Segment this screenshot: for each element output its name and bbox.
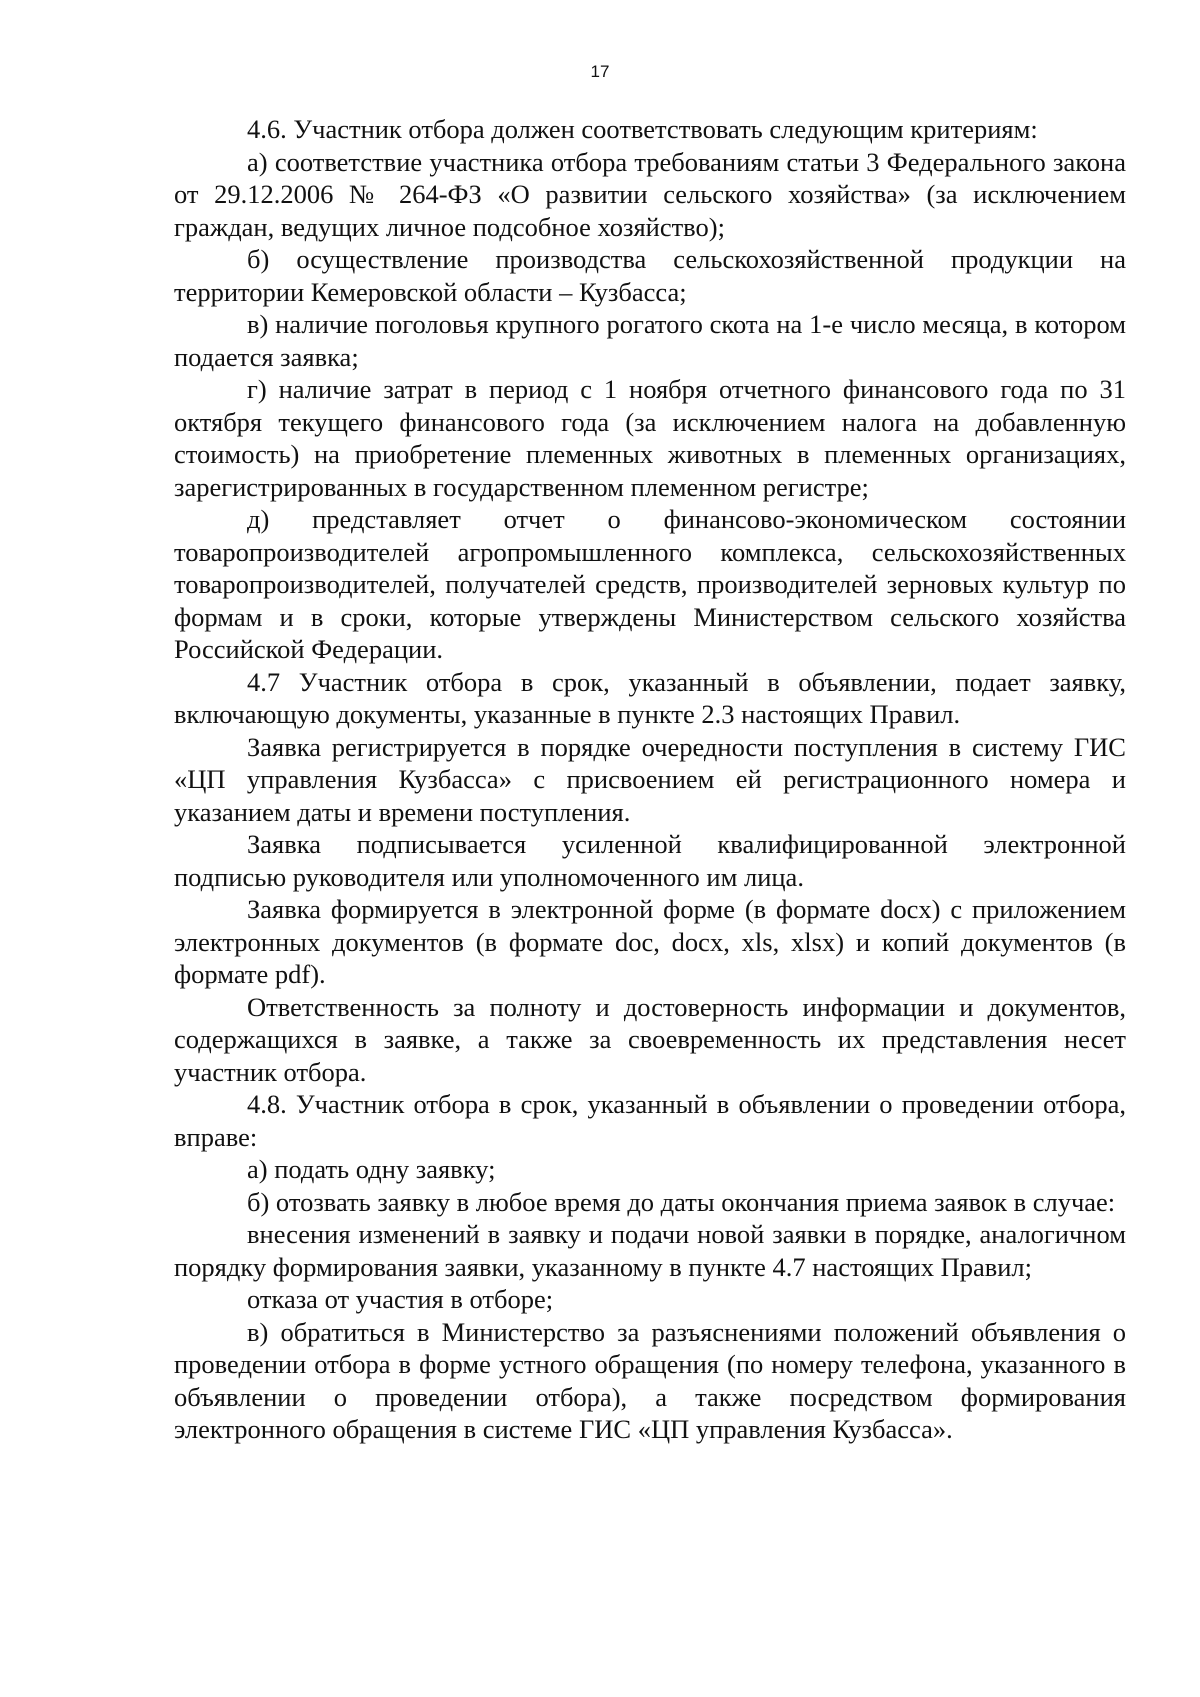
paragraph-4-6-b: б) осуществление производства сельскохозяйственной продукции на территории Кемеровской области – Кузбасса; xyxy=(174,244,1126,307)
paragraph-4-8-a: а) подать одну заявку; xyxy=(247,1154,496,1184)
document-body xyxy=(174,113,1126,1446)
paragraph-4-6-d: д) представляет отчет о финансово-экономическом состоянии товаропроизводителей агропромышленного комплекса, сельскохозяйственных товаропроизводителей, получателей средств, производителей зерновых культур по формам и в сроки, которые утверждены Министерством сельского хозяйства Российской Федерации. xyxy=(174,504,1126,664)
paragraph-4-6-v: в) наличие поголовья крупного рогатого скота на 1-е число месяца, в котором подается заявка; xyxy=(174,309,1126,372)
paragraph-4-8-b-refusal: отказа от участия в отборе; xyxy=(247,1284,554,1314)
paragraph-4-6-g: г) наличие затрат в период с 1 ноября отчетного финансового года по 31 октября текущего финансового года (за исключением налога на добавленную стоимость) на приобретение племенных животных в племенных организациях, зарегистрированных в государственном племенном регистре; xyxy=(174,374,1126,502)
page-number: 17 xyxy=(590,62,610,81)
paragraph-4-8-v: в) обратиться в Министерство за разъяснениями положений объявления о проведении отбора в форме устного обращения (по номеру телефона, указанного в объявлении о проведении отбора), а также посредством формирования электронного обращения в системе ГИС «ЦП управления Кузбасса». xyxy=(174,1316,1126,1444)
paragraph-4-8-b: б) отозвать заявку в любое время до даты окончания приема заявок в случае: xyxy=(247,1186,1116,1217)
paragraph-4-6-a: а) соответствие участника отбора требованиям статьи 3 Федерального закона от 29.12.2006 № 264-ФЗ «О развитии сельского хозяйства» (за исключением граждан, ведущих личное подсобное хозяйство); xyxy=(174,146,1126,242)
paragraph-4-7: 4.7 Участник отбора в срок, указанный в объявлении, подает заявку, включающую документы, указанные в пункте 2.3 настоящих Правил. xyxy=(174,666,1126,729)
paragraph-application-format: Заявка формируется в электронной форме (в формате docx) с приложением электронных документов (в формате doc, docx, xls, xlsx) и копий документов (в формате pdf). xyxy=(174,894,1126,989)
paragraph-application-signature: Заявка подписывается усиленной квалифицированной электронной подписью руководителя или уполномоченного им лица. xyxy=(174,829,1126,892)
paragraph-4-8: 4.8. Участник отбора в срок, указанный в объявлении о проведении отбора, вправе: xyxy=(174,1089,1126,1152)
paragraph-application-registration: Заявка регистрируется в порядке очередности поступления в систему ГИС «ЦП управления Кузбасса» с присвоением ей регистрационного номера и указанием даты и времени поступления. xyxy=(174,731,1126,827)
paragraph-4-8-b-changes: внесения изменений в заявку и подачи новой заявки в порядке, аналогичном порядку формирования заявки, указанному в пункте 4.7 настоящих Правил; xyxy=(174,1219,1126,1282)
paragraph-responsibility: Ответственность за полноту и достоверность информации и документов, содержащихся в заявке, а также за своевременность их представления несет участник отбора. xyxy=(174,991,1126,1087)
paragraph-4-6: 4.6. Участник отбора должен соответствовать следующим критериям: xyxy=(247,114,1038,144)
